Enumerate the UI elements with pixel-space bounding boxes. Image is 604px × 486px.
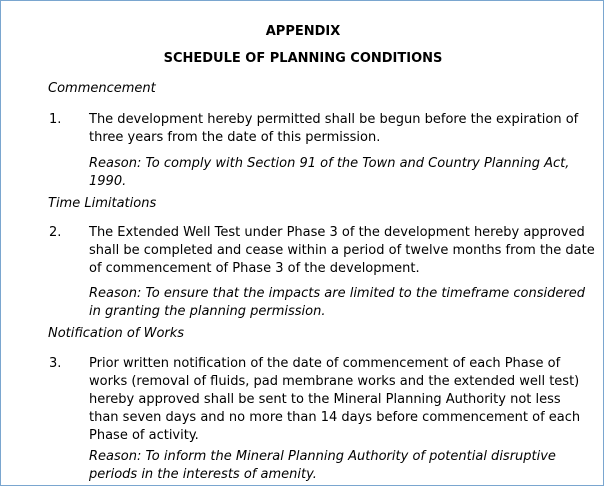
reason-text-3 — [89, 448, 569, 484]
condition-1-line-2: three years from the date of this permission. — [89, 130, 381, 145]
section-heading-notification-of-works: Notification of Works — [48, 326, 185, 341]
condition-3-line-5: Phase of activity. — [89, 428, 199, 443]
condition-3-line-3: hereby approved shall be sent to the Mineral Planning Authority not less — [89, 392, 561, 407]
reason-1-line-2: 1990. — [89, 174, 127, 189]
condition-1-line-1: The development hereby permitted shall be begun before the expiration of — [89, 112, 579, 127]
condition-3-line-4: than seven days and no more than 14 days before commencement of each — [89, 410, 581, 425]
reason-1-line-1: Reason: To comply with Section 91 of the Town and Country Planning Act, — [89, 156, 570, 171]
section-heading-time-limitations: Time Limitations — [48, 196, 157, 211]
reason-text-2 — [89, 285, 585, 321]
condition-2-line-3: of commencement of Phase 3 of the development. — [89, 261, 420, 276]
condition-text-2 — [89, 224, 595, 278]
appendix-title: APPENDIX — [265, 24, 341, 39]
reason-2-line-2: in granting the planning permission. — [89, 304, 326, 319]
reason-3-line-2: periods in the interests of amenity. — [89, 467, 317, 482]
condition-3-line-2: works (removal of fluids, pad membrane works and the extended well test) — [89, 374, 580, 389]
condition-number-1: 1. — [49, 112, 62, 127]
condition-number-2: 2. — [49, 225, 62, 240]
condition-text-1 — [89, 111, 579, 147]
reason-3-line-1: Reason: To inform the Mineral Planning Authority of potential disruptive — [89, 449, 556, 464]
condition-2-line-2: shall be completed and cease within a period of twelve months from the date — [89, 243, 595, 258]
condition-2-line-1: The Extended Well Test under Phase 3 of the development hereby approved — [89, 225, 585, 240]
reason-text-1 — [89, 155, 569, 191]
section-heading-commencement: Commencement — [48, 81, 156, 96]
condition-3-line-1: Prior written notification of the date of commencement of each Phase of — [89, 356, 561, 371]
condition-text-3 — [89, 355, 581, 445]
schedule-title: SCHEDULE OF PLANNING CONDITIONS — [163, 51, 443, 66]
reason-2-line-1: Reason: To ensure that the impacts are limited to the timeframe considered — [89, 286, 585, 301]
condition-number-3: 3. — [49, 356, 62, 371]
